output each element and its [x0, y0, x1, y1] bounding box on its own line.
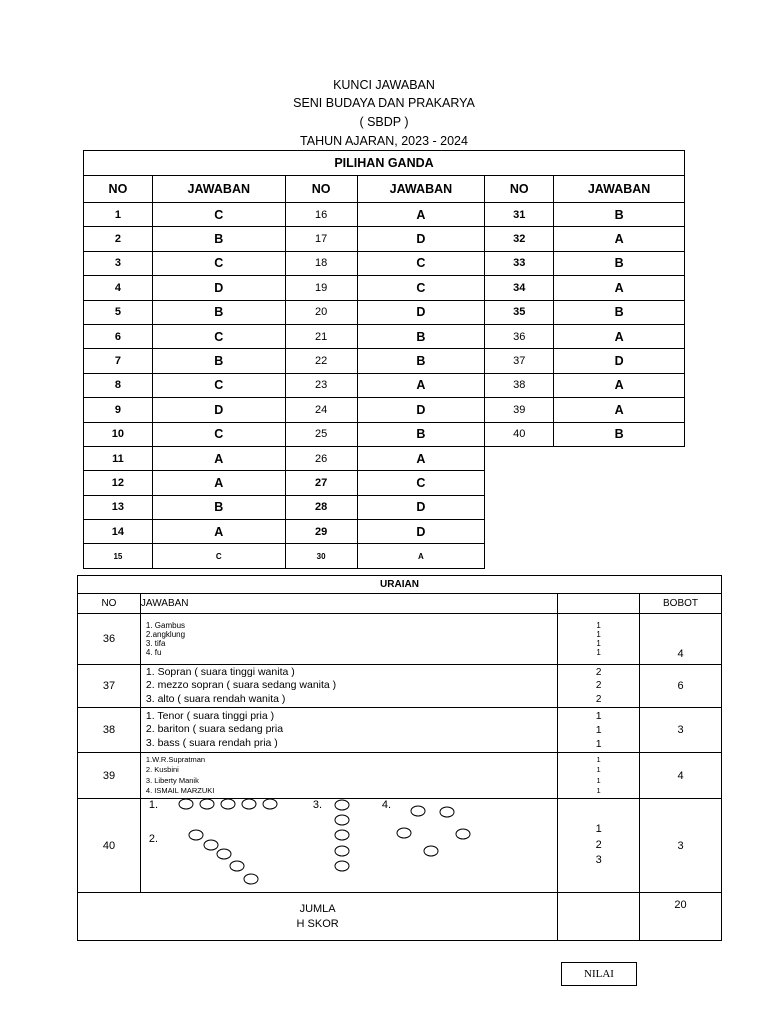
answer-key: D — [357, 300, 485, 324]
answer-key: A — [554, 276, 685, 300]
question-number: 29 — [285, 520, 357, 544]
question-number: 22 — [285, 349, 357, 373]
circle-shape — [221, 799, 235, 809]
answer-key: D — [357, 495, 485, 519]
answer-key: A — [357, 373, 485, 397]
answer-item: 2. mezzo sopran ( suara sedang wanita ) — [145, 679, 337, 692]
circle-shape — [335, 846, 349, 856]
question-number: 37 — [485, 349, 554, 373]
answer-key: A — [152, 520, 285, 544]
pattern-label: 3. — [312, 799, 323, 811]
uraian-header-row — [78, 594, 722, 614]
question-number: 20 — [285, 300, 357, 324]
question-number: 35 — [485, 300, 554, 324]
score-list — [558, 799, 640, 893]
pilihan-ganda-title: PILIHAN GANDA — [84, 151, 685, 176]
question-number: 18 — [285, 251, 357, 275]
empty-cell — [485, 544, 554, 568]
question-number: 3 — [84, 251, 153, 275]
answer-key: A — [554, 324, 685, 348]
answer-key: D — [357, 398, 485, 422]
circle-shape — [244, 874, 258, 884]
answer-key: B — [152, 300, 285, 324]
jumlah-label-part: H SKOR — [296, 917, 339, 930]
uraian-no: 36 — [78, 614, 141, 665]
circle-shape — [335, 800, 349, 810]
empty-cell — [485, 495, 554, 519]
answer-key: A — [152, 471, 285, 495]
answer-list — [140, 614, 557, 665]
circle-shape — [440, 807, 454, 817]
bobot: 3 — [640, 708, 722, 753]
answer-key: D — [357, 227, 485, 251]
answer-row — [84, 300, 685, 324]
pilihan-ganda-table — [83, 150, 685, 569]
score: 2 — [595, 838, 602, 851]
col-no: NO — [78, 594, 141, 614]
pilihan-ganda-header-row — [84, 176, 685, 203]
answer-list — [140, 753, 557, 799]
empty-cell — [485, 520, 554, 544]
question-number: 9 — [84, 398, 153, 422]
answer-key: A — [554, 227, 685, 251]
score: 1 — [595, 738, 602, 751]
score: 1 — [596, 785, 601, 795]
answer-row — [84, 251, 685, 275]
score: 1 — [596, 765, 601, 775]
answer-item: 3. tifa — [145, 639, 166, 648]
answer-key: C — [357, 276, 485, 300]
col-no: NO — [485, 176, 554, 203]
bobot: 6 — [640, 665, 722, 708]
bobot: 4 — [640, 753, 722, 799]
pattern-label: 4. — [381, 799, 392, 811]
circle-shape — [242, 799, 256, 809]
answer-key: D — [554, 349, 685, 373]
question-number: 33 — [485, 251, 554, 275]
answer-item: 4. fu — [145, 648, 162, 658]
score: 2 — [595, 693, 602, 705]
answer-item: 3. alto ( suara rendah wanita ) — [145, 692, 286, 705]
drawing-answer — [140, 799, 557, 893]
answer-key: C — [152, 251, 285, 275]
circle-shape — [424, 846, 438, 856]
uraian-row — [78, 665, 722, 708]
answer-key: A — [357, 203, 485, 227]
question-number: 38 — [485, 373, 554, 397]
uraian-no: 38 — [78, 708, 141, 753]
answer-key: B — [152, 349, 285, 373]
empty-cell — [554, 544, 685, 568]
question-number: 15 — [84, 544, 153, 568]
question-number: 23 — [285, 373, 357, 397]
answer-key: C — [152, 373, 285, 397]
question-number: 34 — [485, 276, 554, 300]
answer-key: A — [357, 446, 485, 470]
uraian-no: 39 — [78, 753, 141, 799]
answer-key: B — [357, 349, 485, 373]
empty-cell — [485, 446, 554, 470]
answer-key: D — [152, 276, 285, 300]
title-line-3: ( SBDP ) — [359, 115, 409, 129]
circle-shape — [335, 861, 349, 871]
question-number: 40 — [485, 422, 554, 446]
col-jawaban: JAWABAN — [554, 176, 685, 203]
score-list — [558, 665, 640, 708]
answer-key: B — [554, 300, 685, 324]
answer-item: 3. Liberty Manik — [145, 775, 199, 785]
answer-row — [84, 422, 685, 446]
score: 1 — [595, 822, 602, 835]
uraian-row — [78, 753, 722, 799]
pattern-label: 1. — [148, 799, 159, 811]
score-list — [558, 753, 640, 799]
circle-shape — [335, 830, 349, 840]
uraian-row — [78, 708, 722, 753]
circle-shape — [179, 799, 193, 809]
empty-cell — [554, 520, 685, 544]
circle-shape — [335, 815, 349, 825]
uraian-row — [78, 614, 722, 665]
pattern-drawing — [141, 799, 557, 891]
score: 1 — [595, 723, 602, 736]
answer-key: B — [554, 203, 685, 227]
circle-shape — [230, 861, 244, 871]
answer-key: C — [357, 471, 485, 495]
question-number: 19 — [285, 276, 357, 300]
circle-shape — [411, 806, 425, 816]
answer-key: B — [152, 495, 285, 519]
question-number: 25 — [285, 422, 357, 446]
question-number: 6 — [84, 324, 153, 348]
empty-cell — [554, 471, 685, 495]
question-number: 1 — [84, 203, 153, 227]
col-score — [558, 594, 640, 614]
answer-item: 3. bass ( suara rendah pria ) — [145, 736, 278, 749]
answer-row — [84, 446, 685, 470]
col-no: NO — [285, 176, 357, 203]
title-line-2: SENI BUDAYA DAN PRAKARYA — [293, 96, 475, 110]
question-number: 32 — [485, 227, 554, 251]
uraian-no: 40 — [78, 799, 141, 893]
question-number: 26 — [285, 446, 357, 470]
circle-shape — [217, 849, 231, 859]
answer-row — [84, 227, 685, 251]
circle-shape — [204, 840, 218, 850]
answer-key: C — [152, 324, 285, 348]
answer-row — [84, 373, 685, 397]
score: 1 — [596, 775, 601, 785]
question-number: 8 — [84, 373, 153, 397]
answer-key: D — [357, 520, 485, 544]
score: 2 — [595, 666, 602, 678]
empty-cell — [485, 471, 554, 495]
bobot: 4 — [640, 614, 722, 665]
answer-row — [84, 203, 685, 227]
score: 1 — [596, 648, 601, 658]
jumlah-skor-value: 20 — [640, 893, 722, 941]
question-number: 24 — [285, 398, 357, 422]
question-number: 27 — [285, 471, 357, 495]
question-number: 17 — [285, 227, 357, 251]
answer-key: B — [357, 422, 485, 446]
answer-key: A — [554, 398, 685, 422]
answer-list — [140, 708, 557, 753]
answer-item: 2.angklung — [145, 629, 186, 639]
answer-key: A — [357, 544, 485, 568]
uraian-table — [77, 575, 722, 941]
question-number: 21 — [285, 324, 357, 348]
answer-key: B — [554, 251, 685, 275]
score: 1 — [596, 755, 601, 765]
circle-shape — [456, 829, 470, 839]
bobot: 3 — [640, 799, 722, 893]
score: 1 — [595, 709, 602, 722]
answer-row — [84, 324, 685, 348]
col-jawaban: JAWABAN — [140, 594, 557, 614]
col-bobot: BOBOT — [640, 594, 722, 614]
answer-row — [84, 276, 685, 300]
title-line-4: TAHUN AJARAN, 2023 - 2024 — [300, 134, 468, 148]
uraian-row — [78, 799, 722, 893]
answer-row — [84, 471, 685, 495]
score: 1 — [596, 639, 601, 648]
answer-key: C — [152, 203, 285, 227]
jumlah-skor-label — [78, 893, 558, 941]
answer-key: B — [152, 227, 285, 251]
uraian-no: 37 — [78, 665, 141, 708]
question-number: 31 — [485, 203, 554, 227]
answer-key: C — [152, 544, 285, 568]
question-number: 10 — [84, 422, 153, 446]
answer-item: 1. Tenor ( suara tinggi pria ) — [145, 710, 275, 723]
question-number: 30 — [285, 544, 357, 568]
empty-cell — [554, 446, 685, 470]
answer-item: 2. bariton ( suara sedang pria — [145, 723, 284, 736]
score: 3 — [595, 854, 602, 867]
question-number: 14 — [84, 520, 153, 544]
col-jawaban: JAWABAN — [357, 176, 485, 203]
answer-key: B — [554, 422, 685, 446]
answer-key: B — [357, 324, 485, 348]
score: 1 — [596, 620, 601, 630]
empty-cell — [554, 495, 685, 519]
answer-key: C — [357, 251, 485, 275]
answer-row — [84, 544, 685, 568]
score-list — [558, 708, 640, 753]
answer-key: A — [152, 446, 285, 470]
score-list — [558, 614, 640, 665]
pattern-label: 2. — [148, 833, 159, 845]
score: 2 — [595, 680, 602, 692]
answer-row — [84, 495, 685, 519]
circle-shape — [200, 799, 214, 809]
question-number: 36 — [485, 324, 554, 348]
question-number: 28 — [285, 495, 357, 519]
circle-shape — [189, 830, 203, 840]
col-no: NO — [84, 176, 153, 203]
question-number: 5 — [84, 300, 153, 324]
circle-shape — [263, 799, 277, 809]
answer-key: C — [152, 422, 285, 446]
answer-item: 1. Gambus — [145, 620, 186, 630]
answer-item: 2. Kusbini — [145, 765, 179, 775]
question-number: 11 — [84, 446, 153, 470]
question-number: 2 — [84, 227, 153, 251]
answer-list — [140, 665, 557, 708]
answer-key: D — [152, 398, 285, 422]
score: 1 — [596, 629, 601, 639]
uraian-title: URAIAN — [78, 576, 722, 594]
answer-row — [84, 349, 685, 373]
question-number: 7 — [84, 349, 153, 373]
answer-item: 1.W.R.Supratman — [145, 755, 206, 765]
answer-row — [84, 398, 685, 422]
question-number: 13 — [84, 495, 153, 519]
question-number: 39 — [485, 398, 554, 422]
answer-item: 4. ISMAIL MARZUKI — [145, 785, 215, 795]
jumlah-row — [78, 893, 722, 941]
answer-item: 1. Sopran ( suara tinggi wanita ) — [145, 666, 295, 679]
question-number: 12 — [84, 471, 153, 495]
answer-key: A — [554, 373, 685, 397]
question-number: 4 — [84, 276, 153, 300]
circle-shape — [397, 828, 411, 838]
title-line-1: KUNCI JAWABAN — [333, 78, 435, 92]
jumlah-label-part: JUMLA — [299, 902, 336, 915]
question-number: 16 — [285, 203, 357, 227]
nilai-box: NILAI — [561, 962, 637, 986]
jumlah-empty — [558, 893, 640, 941]
col-jawaban: JAWABAN — [152, 176, 285, 203]
answer-row — [84, 520, 685, 544]
